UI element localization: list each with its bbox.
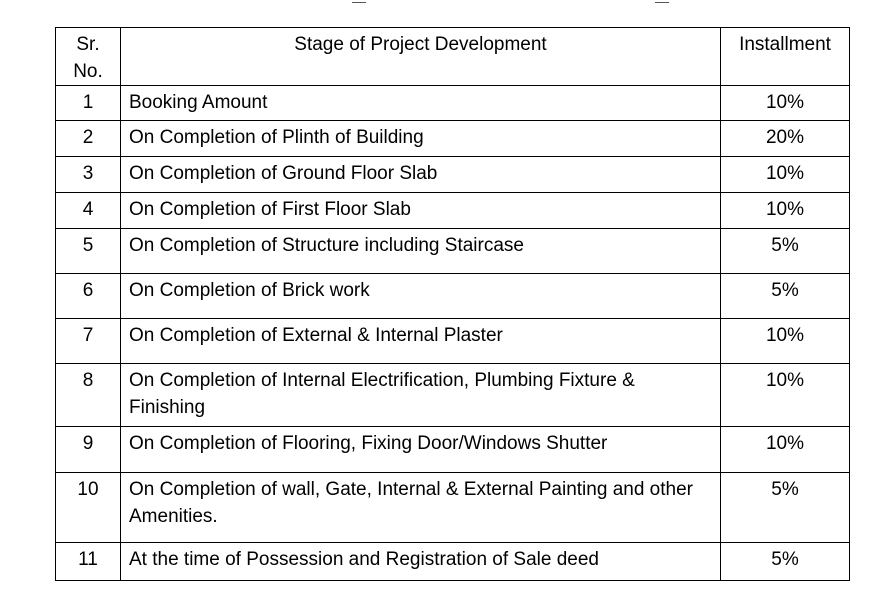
table-row [56,364,850,427]
row-installment: 5% [771,549,799,570]
payment-schedule-table [55,27,850,581]
row-stage: On Completion of Flooring, Fixing Door/Windows Shutter [129,433,608,454]
table-row [56,229,850,274]
row-stage: At the time of Possession and Registration of Sale deed [129,549,599,570]
row-stage: On Completion of Brick work [129,280,370,301]
row-serial-number: 4 [82,199,94,220]
header-stage: Stage of Project Development [121,28,721,86]
table-row [56,543,850,581]
cropped-glyph-fragment [655,0,669,3]
header-serial-line2: No. [73,61,103,82]
row-installment: 10% [765,325,805,346]
row-stage: On Completion of Plinth of Building [129,127,424,148]
cropped-text-above-table [0,0,876,6]
header-serial-line1: Sr. [76,34,100,55]
row-stage: On Completion of Internal Electrification, Plumbing Fixture & Finishing [129,370,635,418]
row-installment: 5% [771,235,799,256]
row-stage: Booking Amount [129,92,268,113]
row-stage: On Completion of Ground Floor Slab [129,163,438,184]
table-row [56,86,850,121]
row-installment: 10% [765,370,805,391]
row-serial-number: 5 [82,235,94,256]
row-installment: 10% [765,163,805,184]
table-header-row [56,28,850,86]
row-installment: 10% [765,433,805,454]
row-serial-number: 3 [82,163,94,184]
table-row [56,121,850,157]
row-installment: 5% [771,280,799,301]
header-installment: Installment [721,28,850,86]
row-serial-number: 11 [78,549,98,570]
table-row [56,319,850,364]
row-serial-number: 9 [82,433,94,454]
table-row [56,473,850,543]
header-serial-number [56,28,121,86]
row-installment: 20% [765,127,805,148]
row-serial-number: 7 [82,325,94,346]
row-stage: On Completion of First Floor Slab [129,199,411,220]
row-installment: 10% [765,92,805,113]
row-serial-number: 2 [82,127,94,148]
row-serial-number: 8 [82,370,94,391]
row-stage: On Completion of External & Internal Plaster [129,325,503,346]
row-installment: 10% [765,199,805,220]
row-serial-number: 1 [82,92,94,113]
row-stage: On Completion of Structure including Staircase [129,235,524,256]
table-row [56,274,850,319]
row-serial-number: 10 [77,479,99,500]
row-serial-number: 6 [82,280,94,301]
row-stage: On Completion of wall, Gate, Internal & External Painting and other Amenities. [129,479,693,527]
table-row [56,157,850,193]
table-row [56,193,850,229]
row-installment: 5% [771,479,799,500]
cropped-glyph-fragment [352,0,366,3]
table-row [56,427,850,473]
